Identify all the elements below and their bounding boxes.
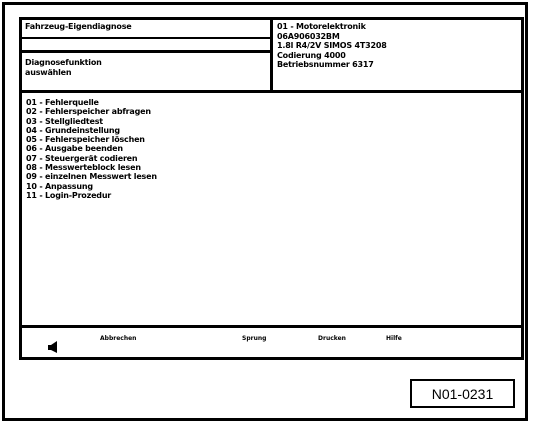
jump-button[interactable]: Sprung	[242, 335, 267, 342]
bottom-toolbar	[22, 325, 521, 358]
menu-item[interactable]: 09 - einzelnen Messwert lesen	[26, 172, 157, 182]
function-row	[22, 53, 270, 90]
blank-field	[22, 39, 270, 41]
menu-item[interactable]: 03 - Stellgliedtest	[26, 116, 103, 126]
figure-code: N01-0231	[410, 379, 515, 408]
menu-item[interactable]: 06 - Ausgabe beenden	[26, 144, 123, 154]
help-button[interactable]: Hilfe	[386, 335, 402, 342]
speaker-icon[interactable]	[48, 339, 62, 353]
menu-item[interactable]: 02 - Fehlerspeicher abfragen	[26, 107, 151, 117]
function-label-1: Diagnosefunktion	[25, 58, 102, 67]
header-left	[22, 20, 273, 93]
ecu-name: 01 - Motorelektronik	[277, 22, 366, 31]
ecu-coding: Codierung 4000	[277, 50, 346, 60]
function-label-2: auswählen	[25, 67, 72, 77]
menu-item[interactable]: 07 - Steuergerät codieren	[26, 153, 138, 163]
menu-item[interactable]: 04 - Grundeinstellung	[26, 125, 120, 135]
ecu-description: 1.8l R4/2V SIMOS 4T3208	[277, 41, 387, 50]
blank-row	[22, 39, 270, 53]
figure-frame	[2, 2, 528, 421]
title-row	[22, 20, 270, 39]
ecu-workshop-code: Betriebsnummer 6317	[277, 60, 374, 69]
ecu-part-number: 06A906032BM	[277, 31, 340, 41]
menu-item[interactable]: 10 - Anpassung	[26, 181, 93, 191]
tester-screen	[19, 17, 524, 360]
function-menu	[26, 98, 157, 200]
ecu-info-panel	[273, 20, 521, 93]
menu-item[interactable]: 08 - Messwerteblock lesen	[26, 163, 141, 173]
menu-item[interactable]: 01 - Fehlerquelle	[26, 98, 99, 107]
cancel-button[interactable]: Abbrechen	[100, 335, 137, 342]
window-title: Fahrzeug-Eigendiagnose	[25, 22, 132, 31]
menu-item[interactable]: 05 - Fehlerspeicher löschen	[26, 135, 145, 145]
print-button[interactable]: Drucken	[318, 335, 346, 342]
menu-item[interactable]: 11 - Login-Prozedur	[26, 190, 112, 200]
